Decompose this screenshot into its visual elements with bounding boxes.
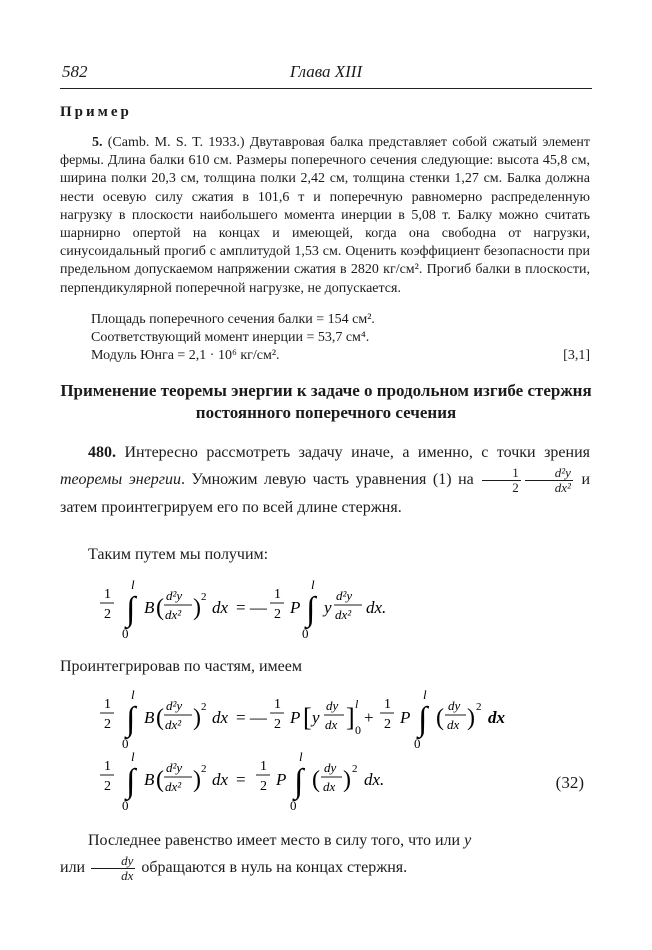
svg-text:dx.: dx. [364, 770, 385, 789]
svg-text:(: ( [156, 767, 164, 793]
svg-text:2: 2 [201, 763, 207, 775]
section-title: Применение теоремы энергии к задаче о продольном изгибе стержня постоянного поперечного сечения [60, 381, 592, 422]
svg-text:∫: ∫ [306, 591, 316, 628]
svg-text:1: 1 [104, 697, 111, 712]
svg-text:2: 2 [104, 607, 111, 622]
svg-text:(: ( [156, 595, 164, 621]
svg-text:2: 2 [104, 779, 111, 794]
svg-text:0: 0 [302, 626, 309, 641]
final-text-or: или [60, 859, 90, 877]
svg-text:dx: dx [212, 598, 229, 617]
svg-text:1: 1 [104, 587, 111, 602]
svg-text:+: + [364, 708, 374, 727]
inline-fraction-second-derivative: $\frac{\text{d²y}}{\text{dx²}}$ [525, 466, 573, 495]
svg-text:0: 0 [355, 723, 361, 737]
svg-text:2: 2 [274, 717, 281, 732]
final-var-y: y [464, 832, 472, 849]
problem-text: (Camb. M. S. T. 1933.) Двутавровая балка представляет собой сжатый элемент фермы. Длина балки 610 см. Размеры поперечного сечения следующие: высота 45,8 см, ширина полки 20,3 см, толщина полки 2,42 см, толщина стенки 1,27 см. Балка должна нести осевую силу сжатия в 101,6 т и поперечную равномерно распределенную нагрузку в плоскости наибольшего момента инерции в 5,08 т. Балку можно считать шарнирно опертой на концах и имеющей, когда она свободна от нагрузки, синусоидальный прогиб с амплитудой 1,53 см. Оценить коэффициент безопасности при предельном допускаемом напряжении сжатия в 2820 кг/см². Прогиб балки в плоскости, перпендикулярной поперечной нагрузке, не допускается. [60, 135, 590, 296]
svg-text:0: 0 [122, 798, 129, 813]
thus-line: Таким путем мы получим: [88, 546, 269, 563]
svg-text:=: = [236, 770, 246, 789]
final-paragraph [60, 828, 590, 883]
svg-text:0: 0 [122, 736, 129, 751]
final-text-b: обращаются в нуль на концах стержня. [137, 859, 408, 877]
svg-text:P: P [290, 708, 301, 727]
svg-text:dx: dx [325, 717, 338, 732]
svg-text:2: 2 [352, 763, 358, 775]
svg-text:]: ] [346, 703, 355, 732]
svg-text:= —: = — [236, 708, 267, 727]
equation-number: (32) [555, 773, 584, 792]
svg-text:l: l [299, 749, 303, 764]
modulus-line: Модуль Юнга = 2,1 · 10⁶ кг/см². [91, 348, 280, 363]
svg-text:dx²: dx² [335, 607, 352, 622]
header-rule [60, 88, 592, 89]
inline-fraction-dy-dx: $\frac{dy}{dx}$ [91, 854, 135, 883]
svg-text:2: 2 [274, 607, 281, 622]
inline-fraction-half: $\frac{1}{2}$ [482, 466, 521, 495]
svg-text:y: y [312, 708, 320, 727]
svg-text:P: P [400, 708, 411, 727]
svg-text:1: 1 [104, 759, 111, 774]
svg-text:l: l [131, 749, 135, 764]
svg-text:d²y: d²y [166, 698, 183, 713]
svg-text:dy: dy [448, 698, 461, 713]
integrated-line: Проинтегрировав по частям, имеем [60, 658, 302, 675]
svg-text:dx: dx [488, 708, 505, 727]
svg-text:): ) [467, 705, 475, 731]
example-problem [60, 134, 590, 298]
svg-text:d²y: d²y [336, 588, 353, 603]
svg-text:(: ( [156, 705, 164, 731]
svg-text:B: B [144, 708, 155, 727]
svg-text:P: P [276, 770, 287, 789]
paragraph-text-b: . Умножим левую часть уравнения (1) на [181, 471, 481, 489]
svg-text:dx.: dx. [366, 598, 387, 617]
svg-text:dx: dx [212, 708, 229, 727]
svg-text:d²y: d²y [166, 760, 183, 775]
svg-text:2: 2 [201, 701, 207, 713]
equation-by-parts [100, 687, 570, 757]
svg-text:l: l [311, 577, 315, 592]
svg-text:): ) [193, 595, 201, 621]
svg-text:dx²: dx² [165, 717, 182, 732]
svg-text:1: 1 [260, 759, 267, 774]
chapter-title: Глава XIII [289, 62, 363, 81]
svg-text:dx: dx [447, 717, 460, 732]
svg-text:∫: ∫ [126, 701, 136, 738]
svg-text:[: [ [303, 703, 312, 732]
svg-text:1: 1 [274, 587, 281, 602]
svg-text:dx: dx [323, 779, 336, 794]
example-heading: Пример [60, 104, 132, 120]
equation-energy [100, 577, 460, 647]
svg-text:0: 0 [122, 626, 129, 641]
svg-text:): ) [193, 705, 201, 731]
page-number: 582 [62, 62, 88, 81]
svg-text:dx²: dx² [165, 779, 182, 794]
svg-text:0: 0 [414, 736, 421, 751]
svg-text:B: B [144, 598, 155, 617]
svg-text:∫: ∫ [126, 763, 136, 800]
paragraph-480 [60, 440, 590, 521]
svg-text:1: 1 [274, 697, 281, 712]
paragraph-text-c: и затем проинтегрируем его по всей длине стержня. [60, 471, 591, 516]
svg-text:2: 2 [104, 717, 111, 732]
svg-text:2: 2 [201, 591, 207, 603]
svg-text:(: ( [436, 705, 444, 731]
paragraph-text-a: Интересно рассмотреть задачу иначе, а именно, с точки зрения [116, 444, 590, 461]
svg-text:y: y [324, 598, 332, 617]
reference-tag: [3,1] [563, 348, 590, 363]
svg-text:(: ( [312, 767, 320, 793]
final-text-a: Последнее равенство имеет место в силу того, что или [88, 832, 465, 849]
svg-text:dx²: dx² [165, 607, 182, 622]
svg-text:P: P [290, 598, 301, 617]
svg-text:B: B [144, 770, 155, 789]
svg-text:= —: = — [236, 598, 267, 617]
svg-text:l: l [355, 697, 359, 711]
svg-text:dx: dx [212, 770, 229, 789]
svg-text:2: 2 [384, 717, 391, 732]
svg-text:l: l [423, 687, 427, 702]
svg-text:2: 2 [476, 701, 482, 713]
svg-text:): ) [343, 767, 351, 793]
svg-text:dy: dy [324, 760, 337, 775]
svg-text:dy: dy [326, 698, 339, 713]
svg-text:0: 0 [290, 798, 297, 813]
moment-line: Соответствующий момент инерции = 53,7 см⁴. [91, 330, 370, 345]
svg-text:d²y: d²y [166, 588, 183, 603]
problem-number: 5. [92, 135, 103, 150]
svg-text:∫: ∫ [418, 701, 428, 738]
svg-text:): ) [193, 767, 201, 793]
paragraph-number: 480. [88, 444, 116, 461]
svg-text:∫: ∫ [126, 591, 136, 628]
svg-text:1: 1 [384, 697, 391, 712]
paragraph-italic: теоремы энергии [60, 471, 182, 489]
running-header [60, 60, 592, 86]
equation-32 [100, 749, 420, 819]
svg-text:l: l [131, 577, 135, 592]
svg-text:∫: ∫ [294, 763, 304, 800]
svg-text:l: l [131, 687, 135, 702]
svg-text:2: 2 [260, 779, 267, 794]
area-line: Площадь поперечного сечения балки = 154 см². [91, 312, 375, 327]
